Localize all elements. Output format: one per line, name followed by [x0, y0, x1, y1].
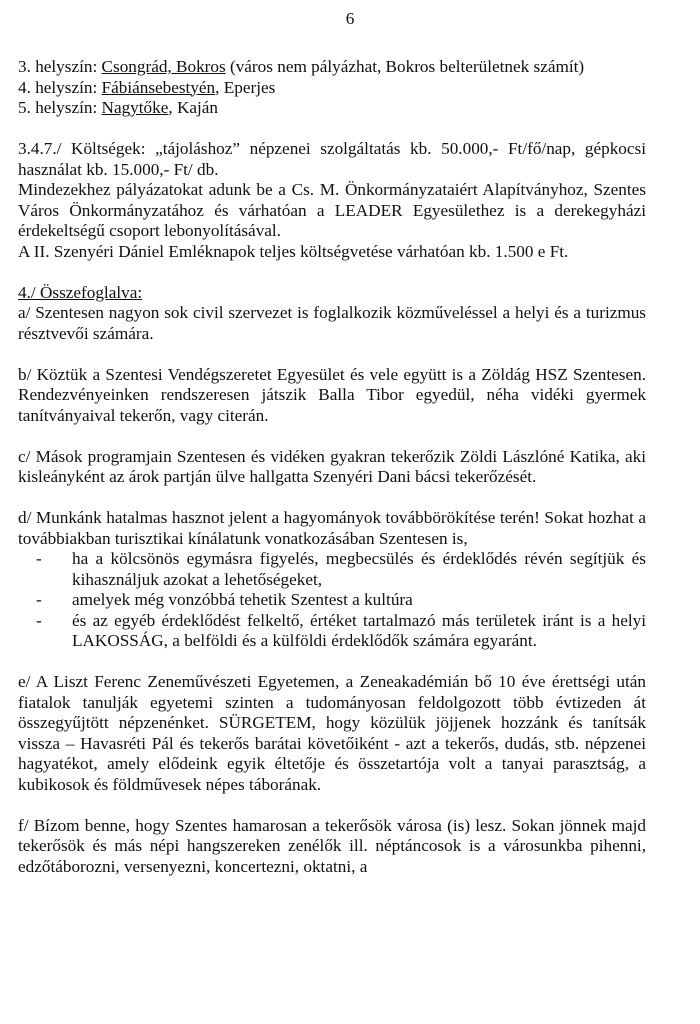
location-label: 3. helyszín:	[18, 57, 98, 76]
summary-e: e/ A Liszt Ferenc Zeneművészeti Egyetemen, a Zeneakadémián bő 10 éve érettségi után fiatalok tanulják egyetemi szinten a tudományosan feldolgozott több évtizeden át összegyűjtött népzenénket. SÜRGETEM, hogy közülük jöjjenek hozzánk és tanítsák vissza – Havasréti Pál és tekerős barátai követőiként - azt a tekerős, dudás, stb. népzenei hagyatékot, amely elődeink egyik éltetője és összetartója volt a tanyai parasztság, a kubikosok és földművesek népes táborának.	[18, 672, 646, 794]
location-place: Fábiánsebestyén	[101, 77, 216, 97]
costs-paragraph: 3.4.7./ Költségek: „tájoláshoz” népzenei szolgáltatás kb. 50.000,- Ft/fő/nap, gépkocsi használat kb. 15.000,- Ft/ db.	[18, 139, 646, 179]
summary-c: c/ Mások programjain Szentesen és vidéken gyakran tekerőzik Zöldi Lászlóné Katika, aki kisleányként az árok partján ülve hallgatta Szenyéri Dani bácsi tekerőzését.	[18, 446, 646, 486]
summary-a: a/ Szentesen nagyon sok civil szervezet is foglalkozik közműveléssel a helyi és a turizmus résztvevői számára.	[18, 303, 646, 343]
list-item: - amelyek még vonzóbbá tehetik Szentest a kultúra	[72, 590, 646, 611]
list-item: - és az egyéb érdeklődést felkeltő, értéket tartalmazó más területek iránt is a helyi LAKOSSÁG, a belföldi és a külföldi érdeklődők számára egyaránt.	[72, 611, 646, 652]
location-3	[18, 57, 646, 78]
summary-d-list	[18, 549, 646, 652]
section-heading: 4./ Összefoglalva:	[18, 282, 143, 302]
funding-paragraph: Mindezekhez pályázatokat adunk be a Cs. M. Önkormányzataiért Alapítványhoz, Szentes Város Önkormányzatához és várhatóan a LEADER Egyesülethez is a derekegyházi érdekeltségű csoport lebonyolításával.	[18, 180, 646, 240]
summary-b: b/ Köztük a Szentesi Vendégszeretet Egyesület és vele együtt is a Zöldág HSZ Szentesen. Rendezvényeinken rendszeresen játszik Balla Tibor egyedül, néha vidéki gyermek tanítványaival tekerőn, vagy citerán.	[18, 364, 646, 425]
location-rest: , Eperjes	[215, 77, 276, 97]
location-4	[18, 78, 646, 99]
summary-f: f/ Bízom benne, hogy Szentes hamarosan a tekerősök városa (is) lesz. Sokan jönnek majd tekerősök és más népi hangszereken zenélők ill. néptáncosok is a városunkba pihenni, edzőtáborozni, versenyezni, koncertezni, oktatni, a	[18, 815, 646, 876]
summary-d: d/ Munkánk hatalmas hasznot jelent a hagyományok továbbörökítése terén! Sokat hozhat a továbbiakban turisztikai kínálatunk vonatkozásában Szentesen is,	[18, 508, 646, 548]
location-rest: , Kaján	[168, 98, 219, 117]
location-label: 4. helyszín:	[18, 77, 98, 97]
location-place: Nagytőke	[101, 98, 169, 117]
list-item: - ha a kölcsönös egymásra figyelés, megbecsülés és érdeklődés révén segítjük és kihasználjuk azokat a lehetőségeket,	[72, 549, 646, 590]
location-5	[18, 98, 646, 119]
location-rest: (város nem pályázhat, Bokros belterületnek számít)	[225, 57, 585, 76]
budget-paragraph: A II. Szenyéri Dániel Emléknapok teljes költségvetése várhatóan kb. 1.500 e Ft.	[18, 241, 569, 261]
page-content	[18, 57, 646, 877]
location-place: Csongrád, Bokros	[101, 57, 226, 76]
page-number: 6	[345, 9, 355, 28]
location-label: 5. helyszín:	[18, 98, 98, 117]
